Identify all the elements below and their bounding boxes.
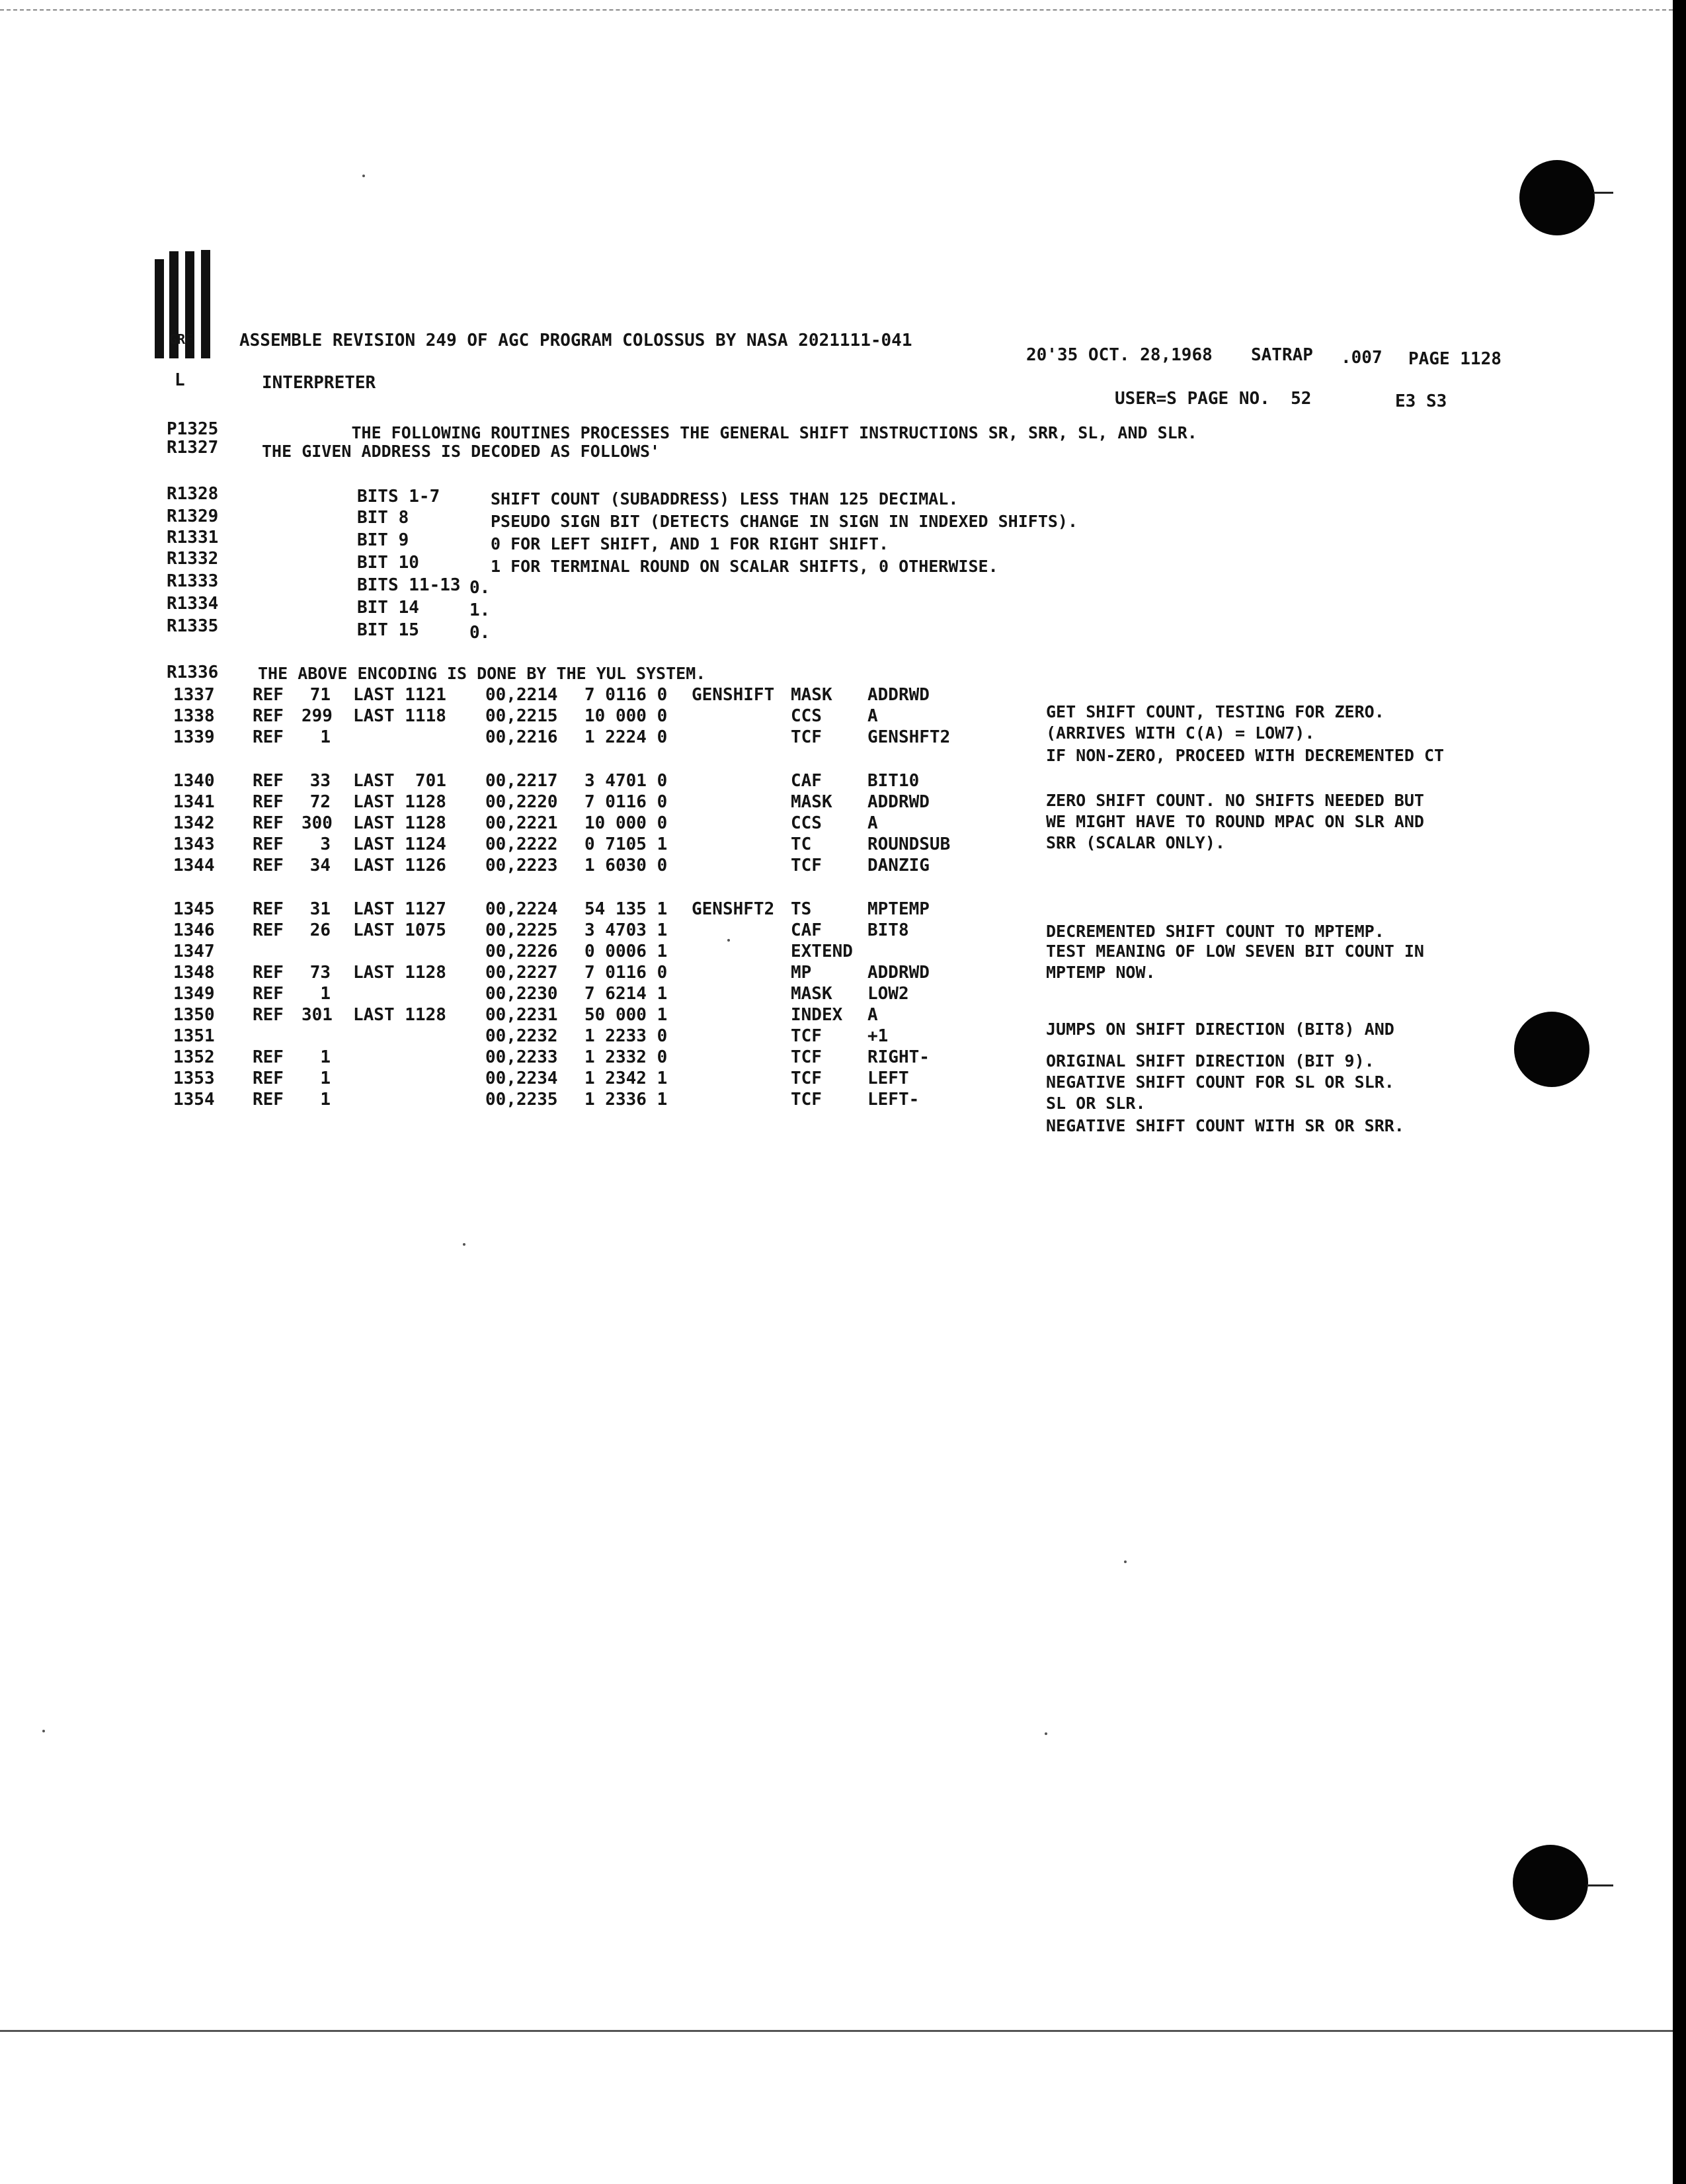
opcode: TCF [791, 1069, 822, 1088]
opcode: TC [791, 834, 812, 854]
operand: ADDRWD [867, 963, 930, 983]
octal-word: 7 0116 0 [584, 792, 668, 812]
ref-label: REF [253, 834, 284, 854]
opcode: TCF [791, 1026, 822, 1046]
perforation-line [0, 9, 1673, 11]
code-comment: NEGATIVE SHIFT COUNT WITH SR OR SRR. [1046, 1116, 1404, 1135]
comment-line: THE FOLLOWING ROUTINES PROCESSES THE GENERAL SHIFT INSTRUCTIONS SR, SRR, SL, AND SLR. [262, 423, 1197, 442]
header-title: ASSEMBLE REVISION 249 OF AGC PROGRAM COLOSSUS BY NASA 2021111-041 [239, 331, 912, 350]
octal-word: 7 0116 0 [584, 685, 668, 705]
ref-count: 72 [309, 792, 331, 812]
e3s3-label: E3 S3 [1395, 391, 1447, 411]
registration-bar [155, 259, 164, 358]
operand: ADDRWD [867, 792, 930, 812]
operand: RIGHT- [867, 1047, 930, 1067]
last-ref: LAST 1128 [353, 792, 446, 812]
opcode: MASK [791, 984, 832, 1004]
card-number: R1327 [167, 438, 219, 458]
code-comment: SL OR SLR. [1046, 1094, 1146, 1113]
speck [463, 1243, 465, 1246]
binder-hole-middle [1514, 1012, 1589, 1087]
octal-word: 3 4701 0 [584, 771, 668, 791]
code-line-number: 1342 [173, 813, 215, 833]
card-number: R1329 [167, 506, 219, 526]
operand: +1 [867, 1026, 889, 1046]
address: 00,2227 [485, 963, 558, 983]
ref-count: 1 [320, 1047, 331, 1067]
ref-label: REF [253, 685, 284, 705]
last-ref: LAST 1128 [353, 963, 446, 983]
bit-label: BITS 11-13 [357, 575, 461, 595]
operand: DANZIG [867, 856, 930, 875]
opcode: CCS [791, 706, 822, 726]
ref-label: REF [253, 813, 284, 833]
code-comment: (ARRIVES WITH C(A) = LOW7). [1046, 723, 1315, 743]
address: 00,2234 [485, 1069, 558, 1088]
ref-count: 299 [301, 706, 333, 726]
octal-word: 1 2224 0 [584, 727, 668, 747]
bit-desc: SHIFT COUNT (SUBADDRESS) LESS THAN 125 DECIMAL. [491, 489, 959, 508]
speck [1124, 1560, 1127, 1563]
speck [42, 1730, 45, 1732]
octal-word: 1 2336 1 [584, 1090, 668, 1110]
last-ref: LAST 1126 [353, 856, 446, 875]
ref-label: REF [253, 899, 284, 919]
section-letter: L [175, 370, 185, 390]
opcode: MASK [791, 685, 832, 705]
ref-count: 26 [309, 920, 331, 940]
ref-label: REF [253, 1047, 284, 1067]
octal-word: 1 2233 0 [584, 1026, 668, 1046]
location-tag: GENSHIFT [692, 685, 775, 705]
operand: MPTEMP [867, 899, 930, 919]
address: 00,2232 [485, 1026, 558, 1046]
code-line-number: 1349 [173, 984, 215, 1004]
octal-word: 54 135 1 [584, 899, 668, 919]
code-line-number: 1351 [173, 1026, 215, 1046]
code-comment: IF NON-ZERO, PROCEED WITH DECREMENTED CT [1046, 746, 1445, 765]
code-comment: ZERO SHIFT COUNT. NO SHIFTS NEEDED BUT [1046, 791, 1424, 810]
operand: A [867, 1005, 878, 1025]
card-number: R1328 [167, 484, 219, 504]
ref-label: REF [253, 1069, 284, 1088]
header-code: GRF [169, 331, 194, 347]
operand: GENSHFT2 [867, 727, 951, 747]
ref-label: REF [253, 1090, 284, 1110]
header-satrap: SATRAP [1251, 345, 1313, 365]
operand: LEFT- [867, 1090, 920, 1110]
octal-word: 10 000 0 [584, 813, 668, 833]
operand: LOW2 [867, 984, 909, 1004]
code-line-number: 1339 [173, 727, 215, 747]
card-number: R1334 [167, 594, 219, 614]
encoding-note: THE ABOVE ENCODING IS DONE BY THE YUL SYSTEM. [258, 664, 706, 683]
address: 00,2230 [485, 984, 558, 1004]
last-ref: LAST 1124 [353, 834, 446, 854]
opcode: TCF [791, 856, 822, 875]
ref-label: REF [253, 706, 284, 726]
operand: LEFT [867, 1069, 909, 1088]
registration-bar [201, 250, 210, 358]
ref-count: 1 [320, 1069, 331, 1088]
octal-word: 0 7105 1 [584, 834, 668, 854]
octal-word: 1 2342 1 [584, 1069, 668, 1088]
card-number: P1325 [167, 419, 219, 439]
address: 00,2226 [485, 942, 558, 961]
bit-desc: 1 FOR TERMINAL ROUND ON SCALAR SHIFTS, 0 OTHERWISE. [491, 557, 998, 576]
card-number: R1335 [167, 616, 219, 636]
section-name: INTERPRETER [262, 373, 376, 393]
code-comment: TEST MEANING OF LOW SEVEN BIT COUNT IN [1046, 942, 1424, 961]
address: 00,2225 [485, 920, 558, 940]
page-bottom-margin [0, 2030, 1673, 2184]
opcode: TS [791, 899, 812, 919]
bit-label: BIT 8 [357, 508, 409, 528]
address: 00,2220 [485, 792, 558, 812]
octal-word: 0 0006 1 [584, 942, 668, 961]
binder-hole-bottom-mark [1587, 1884, 1613, 1886]
bit-desc: PSEUDO SIGN BIT (DETECTS CHANGE IN SIGN IN INDEXED SHIFTS). [491, 512, 1078, 531]
code-line-number: 1341 [173, 792, 215, 812]
code-comment: SRR (SCALAR ONLY). [1046, 833, 1225, 852]
ref-label: REF [253, 771, 284, 791]
address: 00,2216 [485, 727, 558, 747]
ref-label: REF [253, 792, 284, 812]
code-comment: WE MIGHT HAVE TO ROUND MPAC ON SLR AND [1046, 812, 1424, 831]
ref-label: REF [253, 856, 284, 875]
ref-count: 71 [309, 685, 331, 705]
code-comment: NEGATIVE SHIFT COUNT FOR SL OR SLR. [1046, 1072, 1394, 1092]
code-line-number: 1352 [173, 1047, 215, 1067]
code-line-number: 1350 [173, 1005, 215, 1025]
octal-word: 1 6030 0 [584, 856, 668, 875]
code-line-number: 1344 [173, 856, 215, 875]
binder-hole-top-mark [1593, 192, 1613, 194]
speck [362, 175, 365, 177]
opcode: TCF [791, 727, 822, 747]
code-line-number: 1338 [173, 706, 215, 726]
operand: ROUNDSUB [867, 834, 951, 854]
last-ref: LAST 1128 [353, 1005, 446, 1025]
bit-label: BITS 1-7 [357, 487, 440, 506]
comment-line: THE GIVEN ADDRESS IS DECODED AS FOLLOWS' [262, 442, 661, 461]
ref-count: 1 [320, 984, 331, 1004]
opcode: MASK [791, 792, 832, 812]
opcode: MP [791, 963, 812, 983]
code-line-number: 1353 [173, 1069, 215, 1088]
last-ref: LAST 701 [353, 771, 446, 791]
ref-count: 31 [309, 899, 331, 919]
address: 00,2222 [485, 834, 558, 854]
address: 00,2223 [485, 856, 558, 875]
ref-count: 34 [309, 856, 331, 875]
address: 00,2221 [485, 813, 558, 833]
octal-word: 7 6214 1 [584, 984, 668, 1004]
bit-desc: 0 FOR LEFT SHIFT, AND 1 FOR RIGHT SHIFT. [491, 534, 889, 553]
opcode: CAF [791, 771, 822, 791]
code-comment: GET SHIFT COUNT, TESTING FOR ZERO. [1046, 702, 1385, 721]
ref-count: 300 [301, 813, 333, 833]
code-comment: JUMPS ON SHIFT DIRECTION (BIT8) AND [1046, 1020, 1394, 1039]
header-page: PAGE 1128 [1408, 349, 1502, 369]
ref-label: REF [253, 984, 284, 1004]
bit-label: BIT 14 [357, 598, 419, 618]
code-line-number: 1337 [173, 685, 215, 705]
location-tag: GENSHFT2 [692, 899, 775, 919]
operand: ADDRWD [867, 685, 930, 705]
ref-label: REF [253, 920, 284, 940]
binder-hole-top [1519, 160, 1595, 235]
ref-label: REF [253, 963, 284, 983]
address: 00,2217 [485, 771, 558, 791]
user-page: USER=S PAGE NO. 52 [1115, 389, 1312, 409]
ref-label: REF [253, 727, 284, 747]
binder-hole-bottom [1513, 1845, 1588, 1920]
address: 00,2215 [485, 706, 558, 726]
ref-count: 33 [309, 771, 331, 791]
bit-label: BIT 9 [357, 530, 409, 550]
octal-word: 50 000 1 [584, 1005, 668, 1025]
speck [727, 939, 730, 942]
code-comment: ORIGINAL SHIFT DIRECTION (BIT 9). [1046, 1051, 1375, 1071]
address: 00,2214 [485, 685, 558, 705]
octal-word: 1 2332 0 [584, 1047, 668, 1067]
code-line-number: 1354 [173, 1090, 215, 1110]
operand: BIT8 [867, 920, 909, 940]
address: 00,2235 [485, 1090, 558, 1110]
last-ref: LAST 1118 [353, 706, 446, 726]
card-number: R1331 [167, 528, 219, 547]
last-ref: LAST 1121 [353, 685, 446, 705]
code-line-number: 1345 [173, 899, 215, 919]
octal-word: 10 000 0 [584, 706, 668, 726]
card-number: R1333 [167, 571, 219, 591]
opcode: CCS [791, 813, 822, 833]
header-seq: .007 [1341, 348, 1383, 368]
bit-desc: 0. [469, 623, 491, 643]
card-number: R1336 [167, 663, 219, 682]
code-line-number: 1340 [173, 771, 215, 791]
code-line-number: 1348 [173, 963, 215, 983]
code-comment: DECREMENTED SHIFT COUNT TO MPTEMP. [1046, 922, 1385, 941]
speck [1045, 1732, 1047, 1735]
ref-count: 3 [320, 834, 331, 854]
operand: A [867, 706, 878, 726]
header-datetime: 20'35 OCT. 28,1968 [1026, 345, 1213, 365]
opcode: TCF [791, 1047, 822, 1067]
last-ref: LAST 1127 [353, 899, 446, 919]
opcode: CAF [791, 920, 822, 940]
ref-count: 73 [309, 963, 331, 983]
address: 00,2231 [485, 1005, 558, 1025]
bit-label: BIT 15 [357, 620, 419, 640]
bit-label: BIT 10 [357, 553, 419, 573]
code-comment: MPTEMP NOW. [1046, 963, 1156, 982]
octal-word: 3 4703 1 [584, 920, 668, 940]
last-ref: LAST 1075 [353, 920, 446, 940]
ref-count: 1 [320, 1090, 331, 1110]
code-line-number: 1346 [173, 920, 215, 940]
opcode: INDEX [791, 1005, 843, 1025]
code-line-number: 1343 [173, 834, 215, 854]
opcode: TCF [791, 1090, 822, 1110]
card-number: R1332 [167, 549, 219, 569]
opcode: EXTEND [791, 942, 853, 961]
address: 00,2224 [485, 899, 558, 919]
last-ref: LAST 1128 [353, 813, 446, 833]
ref-count: 301 [301, 1005, 333, 1025]
address: 00,2233 [485, 1047, 558, 1067]
operand: BIT10 [867, 771, 920, 791]
ref-label: REF [253, 1005, 284, 1025]
bit-desc: 1. [469, 600, 491, 620]
operand: A [867, 813, 878, 833]
code-line-number: 1347 [173, 942, 215, 961]
bit-desc: 0. [469, 578, 491, 598]
octal-word: 7 0116 0 [584, 963, 668, 983]
ref-count: 1 [320, 727, 331, 747]
